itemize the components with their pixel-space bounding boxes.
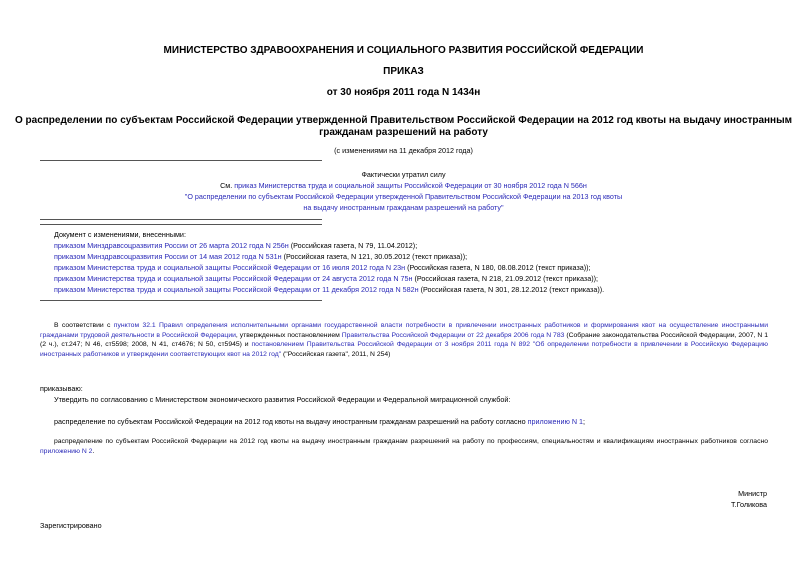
- amendment-link[interactable]: приказом Министерства труда и социальной защиты Российской Федерации от 16 июля 2012 года N 23н: [54, 263, 406, 272]
- lost-force-order-title-link-2[interactable]: на выдачу иностранным гражданам разрешений на работу": [303, 203, 504, 212]
- amendments-intro: Документ с изменениями, внесенными:: [54, 230, 186, 239]
- lost-force-note: Фактически утратил силу: [361, 170, 446, 179]
- divider-1: [40, 160, 322, 161]
- doc-type-heading: ПРИКАЗ: [383, 66, 424, 77]
- lost-force-order-link[interactable]: приказ Министерства труда и социальной защиты Российской Федерации от 30 ноября 2012 года N 566н: [234, 181, 587, 190]
- amendment-source: (Российская газета, N 218, 21.09.2012 (текст приказа));: [412, 274, 598, 283]
- approve-item-1-end: ;: [583, 417, 586, 426]
- rules-clause-link-cont[interactable]: иностранными гражданами трудовой деятельности в Российской Федерации: [40, 322, 769, 339]
- preamble-text-4: ("Российская газета", 2011, N 254): [281, 350, 391, 358]
- divider-4: [40, 300, 322, 301]
- approve-item-1-text: распределение по субъектам Российской Федерации на 2012 год квоты на выдачу иностранным гражданам разрешений на работу согласно: [54, 417, 528, 426]
- registered-note: Зарегистрировано: [40, 521, 102, 530]
- government-resolution-892-link[interactable]: постановлением Правительства Российской Федерации от 3 ноября 2011 года N 892 "Об определении потребности в привлечении в Российскую Федерацию иностранных работников и утверждении соответствующих квот на 2012 год": [40, 341, 769, 358]
- signatory-name: Т.Голикова: [730, 500, 767, 509]
- amendment-source: (Российская газета, N 79, 11.04.2012);: [288, 241, 418, 250]
- lost-force-line-4: [0, 203, 807, 213]
- approve-statement: Утвердить по согласованию с Министерством экономического развития Российской Федерации и Федеральной миграционной службой:: [54, 395, 511, 404]
- amendment-link[interactable]: приказом Минздравсоцразвития России от 26 марта 2012 года N 256н: [54, 241, 289, 250]
- divider-3: [40, 224, 322, 225]
- document-title-line-1: О распределении по субъектам Российской Федерации утвержденной Правительством Российской Федерации на 2012 год квоты на выдачу иностранным: [14, 115, 793, 126]
- amendment-item: [54, 285, 604, 295]
- preamble-text-3: (Собрание законодательства Российской Федерации, 2007, N 1 (2 ч.), ст.247; N 46, ст5598; 2008, N 41, ст4676; N 50, ст5945) и: [40, 331, 768, 349]
- date-number-heading: от 30 ноября 2011 года N 1434н: [326, 87, 481, 98]
- lost-force-see-prefix: См.: [220, 181, 235, 190]
- amendment-link[interactable]: приказом Минздравсоцразвития России от 14 мая 2012 года N 531н: [54, 252, 282, 261]
- government-resolution-783-link[interactable]: Правительства Российской Федерации от 22 декабря 2006 года N 783: [341, 331, 565, 339]
- appendix-1-link[interactable]: приложению N 1: [527, 417, 584, 426]
- amendment-item: [54, 252, 467, 262]
- amendment-source: (Российская газета, N 301, 28.12.2012 (текст приказа)).: [418, 285, 605, 294]
- amendment-source: (Российская газета, N 180, 08.08.2012 (текст приказа));: [405, 263, 591, 272]
- orders-word: приказываю:: [40, 384, 83, 393]
- lost-force-see-line: [0, 181, 807, 191]
- approve-item-2: [40, 437, 768, 456]
- changes-note: (с изменениями на 11 декабря 2012 года): [334, 146, 473, 155]
- preamble-paragraph: [40, 321, 768, 359]
- amendment-link[interactable]: приказом Министерства труда и социальной защиты Российской Федерации от 11 декабря 2012 года N 582н: [54, 285, 419, 294]
- ministry-heading: МИНИСТЕРСТВО ЗДРАВООХРАНЕНИЯ И СОЦИАЛЬНОГО РАЗВИТИЯ РОССИЙСКОЙ ФЕДЕРАЦИИ: [163, 45, 644, 56]
- amendment-item: [54, 274, 598, 284]
- rules-clause-link[interactable]: пунктом 32.1 Правил определения исполнительными органами государственной власти потребности в привлечении иностранных работников и формирования квот на осуществление: [113, 322, 719, 329]
- signatory-position: Министр: [738, 489, 767, 498]
- approve-item-1: [54, 417, 585, 427]
- approve-item-2-text: распределение по субъектам Российской Федерации на 2012 год квоты на выдачу иностранным гражданам разрешений на работу по профессиям, специальностям и квалификациям иностранных работников согласно: [54, 438, 768, 445]
- approve-item-2-end: .: [92, 447, 95, 455]
- amendment-item: [54, 263, 591, 273]
- amendment-source: (Российская газета, N 121, 30.05.2012 (текст приказа));: [281, 252, 468, 261]
- preamble-text-1: В соответствии с: [54, 322, 114, 329]
- preamble-text-2: , утвержденных постановлением: [235, 331, 342, 339]
- lost-force-line-3: [0, 192, 807, 202]
- amendment-item: [54, 241, 417, 251]
- document-title-line-2: гражданам разрешений на работу: [319, 127, 488, 138]
- lost-force-order-title-link-1[interactable]: "О распределении по субъектам Российской Федерации утвержденной Правительством Российской Федерации на 2013 год квоты: [184, 192, 623, 201]
- appendix-2-link[interactable]: приложению N 2: [40, 447, 93, 455]
- divider-2: [40, 219, 322, 220]
- amendment-link[interactable]: приказом Министерства труда и социальной защиты Российской Федерации от 24 августа 2012 года N 75н: [54, 274, 413, 283]
